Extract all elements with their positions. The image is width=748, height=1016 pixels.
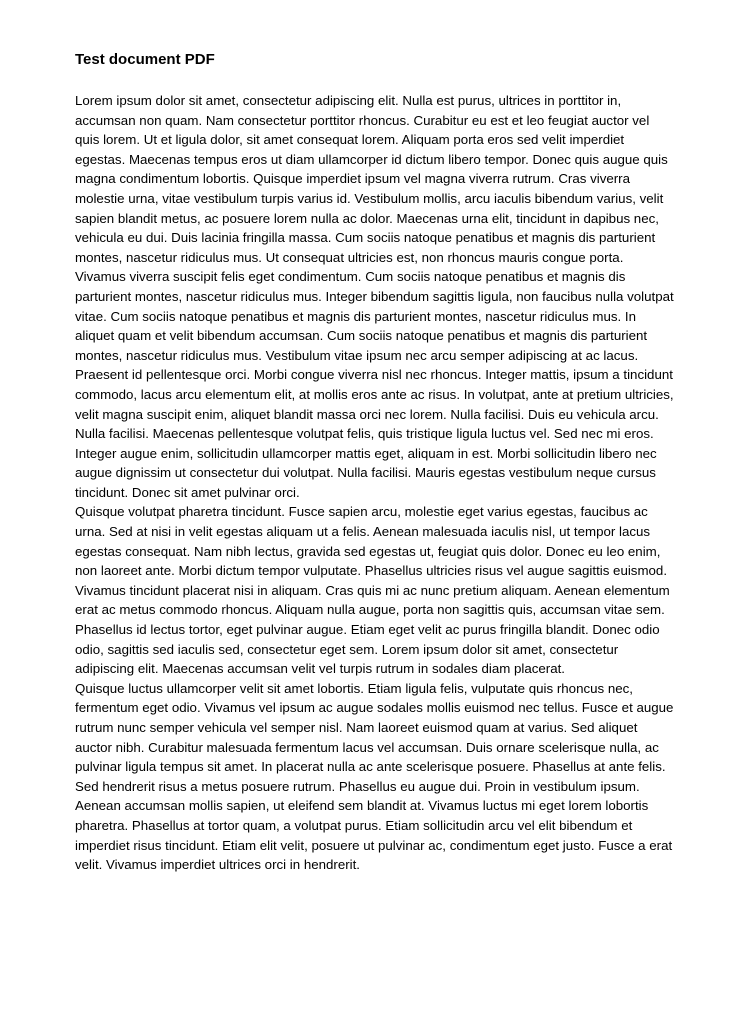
paragraph-1: Lorem ipsum dolor sit amet, consectetur adipiscing elit. Nulla est purus, ultrices in porttitor in, accumsan non quam. Nam consectetur porttitor rhoncus. Curabitur eu est et leo feugiat auctor vel quis lorem. Ut et ligula dolor, sit amet consequat lorem. Aliquam porta eros sed velit imperdiet egestas. Maecenas tempus eros ut diam ullamcorper id dictum libero tempor. Donec quis augue quis magna condimentum lobortis. Quisque imperdiet ipsum vel magna viverra rutrum. Cras viverra molestie urna, vitae vestibulum turpis varius id. Vestibulum mollis, arcu iaculis bibendum varius, velit sapien blandit metus, ac posuere lorem nulla ac dolor. Maecenas urna elit, tincidunt in dapibus nec, vehicula eu dui. Duis lacinia fringilla massa. Cum sociis natoque penatibus et magnis dis parturient montes, nascetur ridiculus mus. Ut consequat ultricies est, non rhoncus mauris congue porta. Vivamus viverra suscipit felis eget condimentum. Cum sociis natoque penatibus et magnis dis parturient montes, nascetur ridiculus mus. Integer bibendum sagittis ligula, non faucibus nulla volutpat vitae. Cum sociis natoque penatibus et magnis dis parturient montes, nascetur ridiculus mus. In aliquet quam et velit bibendum accumsan. Cum sociis natoque penatibus et magnis dis parturient montes, nascetur ridiculus mus. Vestibulum vitae ipsum nec arcu semper adipiscing at ac lacus. Praesent id pellentesque orci. Morbi congue viverra nisl nec rhoncus. Integer mattis, ipsum a tincidunt commodo, lacus arcu elementum elit, at mollis eros ante ac risus. In volutpat, ante at pretium ultricies, velit magna suscipit enim, aliquet blandit massa orci nec lorem. Nulla facilisi. Duis eu vehicula arcu. Nulla facilisi. Maecenas pellentesque volutpat felis, quis tristique ligula luctus vel. Sed nec mi eros. Integer augue enim, sollicitudin ullamcorper mattis eget, aliquam in est. Morbi sollicitudin libero nec augue dignissim ut consectetur dui volutpat. Nulla facilisi. Mauris egestas vestibulum neque cursus tincidunt. Donec sit amet pulvinar orci. [75, 93, 674, 500]
paragraph-3: Quisque luctus ullamcorper velit sit amet lobortis. Etiam ligula felis, vulputate quis rhoncus nec, fermentum eget odio. Vivamus vel ipsum ac augue sodales mollis euismod nec tellus. Fusce et augue rutrum nunc semper vehicula vel semper nisl. Nam laoreet euismod quam at varius. Sed aliquet auctor nibh. Curabitur malesuada fermentum lacus vel accumsan. Duis ornare scelerisque nulla, ac pulvinar ligula tempus sit amet. In placerat nulla ac ante scelerisque posuere. Phasellus at ante felis. Sed hendrerit risus a metus posuere rutrum. Phasellus eu augue dui. Proin in vestibulum ipsum. Aenean accumsan mollis sapien, ut eleifend sem blandit at. Vivamus luctus mi eget lorem lobortis pharetra. Phasellus at tortor quam, a volutpat purus. Etiam sollicitudin arcu vel elit bibendum et imperdiet risus tincidunt. Etiam elit velit, posuere ut pulvinar ac, condimentum eget justo. Fusce a erat velit. Vivamus imperdiet ultrices orci in hendrerit. [75, 680, 674, 873]
paragraph-2: Quisque volutpat pharetra tincidunt. Fusce sapien arcu, molestie eget varius egestas, faucibus ac urna. Sed at nisi in velit egestas aliquam ut a felis. Aenean malesuada iaculis nisl, ut tempor lacus egestas consequat. Nam nibh lectus, gravida sed egestas ut, feugiat quis dolor. Donec eu leo enim, non laoreet ante. Morbi dictum tempor vulputate. Phasellus ultricies risus vel augue sagittis euismod. Vivamus tincidunt placerat nisi in aliquam. Cras quis mi ac nunc pretium aliquam. Aenean elementum erat ac metus commodo rhoncus. Aliquam nulla augue, porta non sagittis quis, accumsan vitae sem. Phasellus id lectus tortor, eget pulvinar augue. Etiam eget velit ac purus fringilla blandit. Donec odio odio, sagittis sed iaculis sed, consectetur eget sem. Lorem ipsum dolor sit amet, consectetur adipiscing elit. Maecenas accumsan velit vel turpis rutrum in sodales diam placerat. [75, 504, 670, 677]
document-content [75, 50, 675, 875]
document-title: Test document PDF [75, 51, 215, 68]
